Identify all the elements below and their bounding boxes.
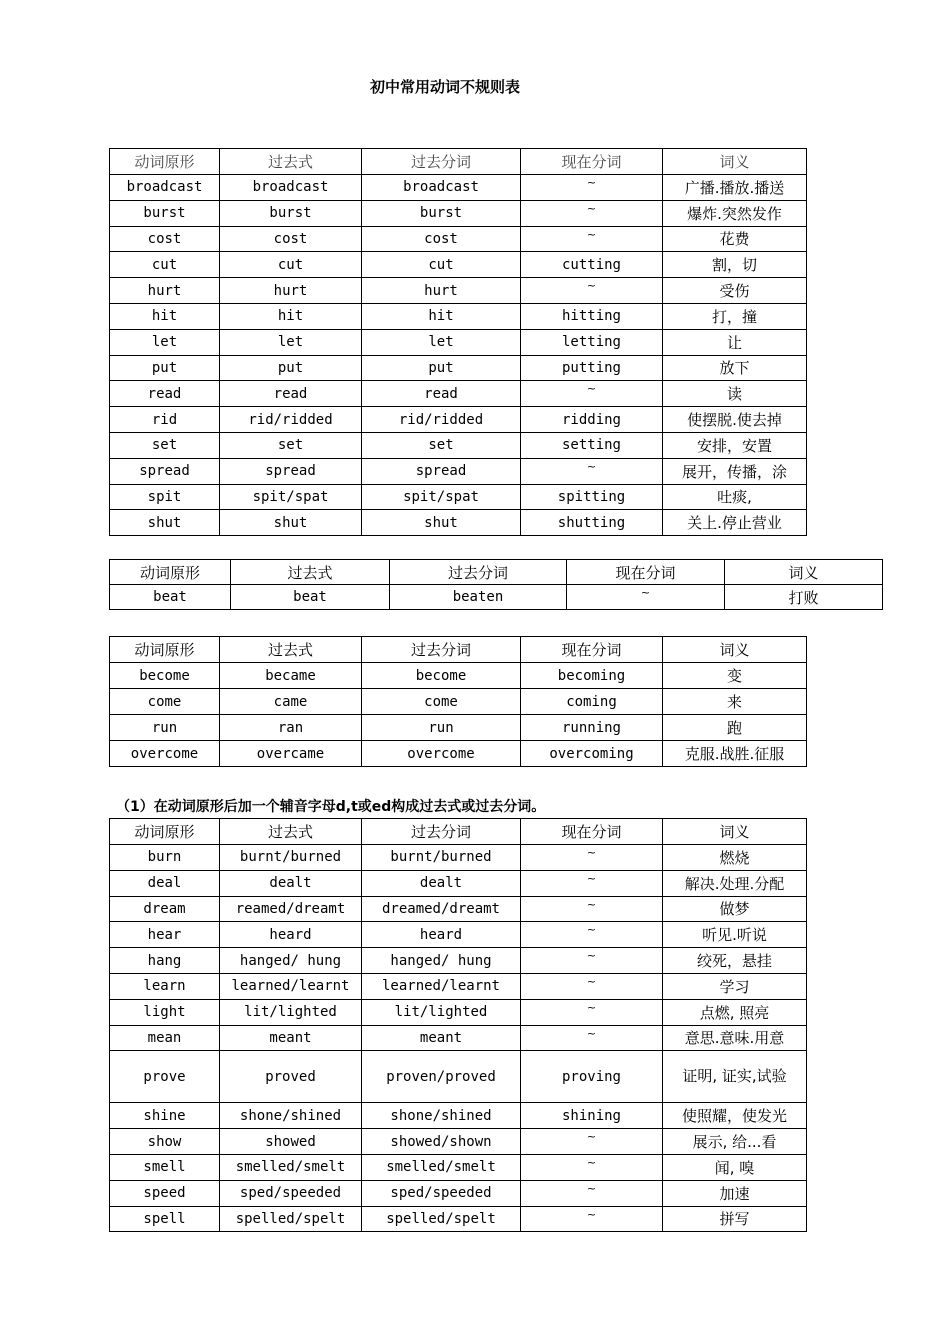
table-row [110, 329, 807, 355]
cell-past-participle: smelled/smelt [362, 1154, 521, 1180]
cell-base-form: spit [110, 484, 220, 510]
cell-past-tense: burnt/burned [220, 845, 362, 871]
cell-present-participle: ~ [521, 999, 663, 1025]
cell-present-participle: proving [521, 1051, 663, 1103]
table-row [110, 973, 807, 999]
cell-past-participle: spit/spat [362, 484, 521, 510]
cell-meaning: 跑 [663, 715, 807, 741]
header-base-form: 动词原形 [110, 560, 231, 585]
cell-base-form: broadcast [110, 175, 220, 201]
cell-base-form: become [110, 663, 220, 689]
cell-past-participle: shone/shined [362, 1103, 521, 1129]
cell-meaning: 爆炸.突然发作 [663, 200, 807, 226]
header-meaning: 词义 [725, 560, 883, 585]
table-row [110, 922, 807, 948]
table-row [110, 200, 807, 226]
cell-meaning: 闻, 嗅 [663, 1154, 807, 1180]
table-row [110, 484, 807, 510]
cell-past-participle: burst [362, 200, 521, 226]
cell-past-participle: proven/proved [362, 1051, 521, 1103]
cell-present-participle: becoming [521, 663, 663, 689]
cell-past-tense: spread [220, 458, 362, 484]
header-past-participle: 过去分词 [362, 637, 521, 663]
table-row [110, 175, 807, 201]
cell-past-tense: lit/lighted [220, 999, 362, 1025]
cell-past-tense: shut [220, 510, 362, 536]
header-base-form: 动词原形 [110, 149, 220, 175]
cell-past-tense: let [220, 329, 362, 355]
cell-present-participle: shutting [521, 510, 663, 536]
cell-present-participle: ~ [521, 458, 663, 484]
cell-meaning: 加速 [663, 1180, 807, 1206]
cell-meaning: 使摆脱.使去掉 [663, 407, 807, 433]
cell-meaning: 安排，安置 [663, 432, 807, 458]
cell-past-tense: broadcast [220, 175, 362, 201]
cell-past-participle: heard [362, 922, 521, 948]
cell-base-form: spread [110, 458, 220, 484]
irregular-verbs-table-2 [109, 559, 883, 610]
cell-past-tense: reamed/dreamt [220, 896, 362, 922]
cell-base-form: cut [110, 252, 220, 278]
header-past-tense: 过去式 [220, 819, 362, 845]
cell-meaning: 克服.战胜.征服 [663, 741, 807, 767]
cell-present-participle: ~ [521, 948, 663, 974]
cell-present-participle: ~ [521, 845, 663, 871]
cell-past-tense: showed [220, 1129, 362, 1155]
table-row [110, 1154, 807, 1180]
cell-meaning: 使照耀，使发光 [663, 1103, 807, 1129]
cell-base-form: smell [110, 1154, 220, 1180]
cell-present-participle: spitting [521, 484, 663, 510]
header-present-participle: 现在分词 [521, 819, 663, 845]
cell-present-participle: ~ [521, 1129, 663, 1155]
header-present-participle: 现在分词 [521, 149, 663, 175]
cell-base-form: overcome [110, 741, 220, 767]
cell-past-participle: dreamed/dreamt [362, 896, 521, 922]
cell-past-participle: run [362, 715, 521, 741]
cell-past-tense: put [220, 355, 362, 381]
irregular-verbs-table-3 [109, 636, 807, 767]
cell-base-form: come [110, 689, 220, 715]
cell-present-participle: ~ [521, 1025, 663, 1051]
cell-meaning: 关上.停止营业 [663, 510, 807, 536]
cell-past-tense: hit [220, 303, 362, 329]
table-row [110, 948, 807, 974]
cell-past-tense: spelled/spelt [220, 1206, 362, 1232]
cell-base-form: dream [110, 896, 220, 922]
cell-past-participle: set [362, 432, 521, 458]
cell-base-form: rid [110, 407, 220, 433]
cell-present-participle: overcoming [521, 741, 663, 767]
cell-past-participle: overcome [362, 741, 521, 767]
cell-past-tense: proved [220, 1051, 362, 1103]
cell-base-form: light [110, 999, 220, 1025]
header-meaning: 词义 [663, 149, 807, 175]
cell-base-form: deal [110, 870, 220, 896]
header-base-form: 动词原形 [110, 637, 220, 663]
cell-past-tense: spit/spat [220, 484, 362, 510]
cell-past-tense: burst [220, 200, 362, 226]
table-row [110, 845, 807, 871]
cell-present-participle: ~ [521, 200, 663, 226]
cell-present-participle: shining [521, 1103, 663, 1129]
table-row [110, 1129, 807, 1155]
table-row [110, 1025, 807, 1051]
header-meaning: 词义 [663, 819, 807, 845]
table-row [110, 663, 807, 689]
cell-past-tense: smelled/smelt [220, 1154, 362, 1180]
header-past-tense: 过去式 [220, 149, 362, 175]
cell-base-form: run [110, 715, 220, 741]
cell-present-participle: ~ [567, 585, 725, 610]
header-past-participle: 过去分词 [362, 149, 521, 175]
page-title: 初中常用动词不规则表 [369, 78, 520, 96]
table-row [110, 585, 883, 610]
cell-past-tense: became [220, 663, 362, 689]
cell-past-tense: sped/speeded [220, 1180, 362, 1206]
cell-past-participle: become [362, 663, 521, 689]
cell-present-participle: ridding [521, 407, 663, 433]
cell-base-form: learn [110, 973, 220, 999]
cell-past-tense: cut [220, 252, 362, 278]
header-meaning: 词义 [663, 637, 807, 663]
header-past-tense: 过去式 [231, 560, 390, 585]
cell-base-form: hit [110, 303, 220, 329]
table-row [110, 1180, 807, 1206]
table-row [110, 226, 807, 252]
table-row [110, 303, 807, 329]
cell-meaning: 解决.处理.分配 [663, 870, 807, 896]
cell-past-participle: hurt [362, 278, 521, 304]
cell-past-tense: cost [220, 226, 362, 252]
cell-base-form: hang [110, 948, 220, 974]
cell-present-participle: ~ [521, 870, 663, 896]
cell-meaning: 绞死，悬挂 [663, 948, 807, 974]
cell-meaning: 花费 [663, 226, 807, 252]
section-note: （1）在动词原形后加一个辅音字母d,t或ed构成过去式或过去分词。 [116, 799, 546, 815]
table-row [110, 999, 807, 1025]
cell-meaning: 让 [663, 329, 807, 355]
cell-base-form: put [110, 355, 220, 381]
cell-base-form: beat [110, 585, 231, 610]
cell-past-tense: overcame [220, 741, 362, 767]
cell-base-form: show [110, 1129, 220, 1155]
cell-present-participle: setting [521, 432, 663, 458]
cell-present-participle: ~ [521, 175, 663, 201]
cell-past-tense: meant [220, 1025, 362, 1051]
cell-past-participle: beaten [390, 585, 567, 610]
cell-present-participle: ~ [521, 1154, 663, 1180]
table-row [110, 510, 807, 536]
cell-base-form: shut [110, 510, 220, 536]
table-row [110, 252, 807, 278]
cell-meaning: 广播.播放.播送 [663, 175, 807, 201]
cell-past-participle: let [362, 329, 521, 355]
header-row [110, 819, 807, 845]
cell-past-participle: cost [362, 226, 521, 252]
cell-past-participle: hanged/ hung [362, 948, 521, 974]
table-row [110, 1103, 807, 1129]
cell-meaning: 意思.意味.用意 [663, 1025, 807, 1051]
table-row [110, 278, 807, 304]
table-row [110, 381, 807, 407]
header-present-participle: 现在分词 [567, 560, 725, 585]
cell-meaning: 展开，传播，涂 [663, 458, 807, 484]
cell-past-participle: burnt/burned [362, 845, 521, 871]
cell-meaning: 燃烧 [663, 845, 807, 871]
cell-past-participle: showed/shown [362, 1129, 521, 1155]
cell-base-form: read [110, 381, 220, 407]
cell-base-form: shine [110, 1103, 220, 1129]
cell-present-participle: hitting [521, 303, 663, 329]
cell-past-tense: rid/ridded [220, 407, 362, 433]
cell-base-form: prove [110, 1051, 220, 1103]
cell-present-participle: ~ [521, 973, 663, 999]
cell-past-participle: shut [362, 510, 521, 536]
cell-base-form: hear [110, 922, 220, 948]
table-row [110, 741, 807, 767]
cell-past-participle: cut [362, 252, 521, 278]
cell-past-tense: shone/shined [220, 1103, 362, 1129]
cell-present-participle: cutting [521, 252, 663, 278]
cell-meaning: 点燃, 照亮 [663, 999, 807, 1025]
cell-past-participle: read [362, 381, 521, 407]
cell-past-participle: meant [362, 1025, 521, 1051]
cell-past-participle: lit/lighted [362, 999, 521, 1025]
header-row [110, 149, 807, 175]
cell-meaning: 做梦 [663, 896, 807, 922]
cell-meaning: 割，切 [663, 252, 807, 278]
cell-base-form: cost [110, 226, 220, 252]
cell-present-participle: ~ [521, 1206, 663, 1232]
cell-base-form: speed [110, 1180, 220, 1206]
cell-past-tense: heard [220, 922, 362, 948]
table-row [110, 458, 807, 484]
header-row [110, 637, 807, 663]
cell-past-tense: hurt [220, 278, 362, 304]
cell-past-tense: dealt [220, 870, 362, 896]
cell-present-participle: running [521, 715, 663, 741]
cell-meaning: 读 [663, 381, 807, 407]
cell-base-form: burn [110, 845, 220, 871]
table-row [110, 355, 807, 381]
cell-meaning: 打败 [725, 585, 883, 610]
table-row [110, 407, 807, 433]
cell-base-form: mean [110, 1025, 220, 1051]
cell-past-participle: sped/speeded [362, 1180, 521, 1206]
irregular-verbs-table-4 [109, 818, 807, 1232]
cell-base-form: burst [110, 200, 220, 226]
cell-past-participle: spelled/spelt [362, 1206, 521, 1232]
cell-present-participle: ~ [521, 922, 663, 948]
cell-past-tense: came [220, 689, 362, 715]
cell-past-tense: read [220, 381, 362, 407]
cell-past-participle: broadcast [362, 175, 521, 201]
header-past-participle: 过去分词 [390, 560, 567, 585]
cell-past-tense: set [220, 432, 362, 458]
cell-base-form: hurt [110, 278, 220, 304]
header-base-form: 动词原形 [110, 819, 220, 845]
cell-meaning: 听见.听说 [663, 922, 807, 948]
cell-present-participle: ~ [521, 381, 663, 407]
table-row [110, 689, 807, 715]
cell-present-participle: ~ [521, 226, 663, 252]
table-row [110, 896, 807, 922]
cell-past-tense: learned/learnt [220, 973, 362, 999]
cell-meaning: 证明, 证实,试验 [663, 1051, 807, 1103]
cell-present-participle: putting [521, 355, 663, 381]
cell-past-tense: hanged/ hung [220, 948, 362, 974]
cell-meaning: 展示, 给...看 [663, 1129, 807, 1155]
cell-past-participle: rid/ridded [362, 407, 521, 433]
header-past-tense: 过去式 [220, 637, 362, 663]
cell-base-form: set [110, 432, 220, 458]
cell-past-participle: come [362, 689, 521, 715]
cell-meaning: 来 [663, 689, 807, 715]
cell-meaning: 吐痰, [663, 484, 807, 510]
header-row [110, 560, 883, 585]
cell-past-participle: dealt [362, 870, 521, 896]
table-row [110, 432, 807, 458]
table-row [110, 870, 807, 896]
irregular-verbs-table-1 [109, 148, 807, 536]
cell-meaning: 学习 [663, 973, 807, 999]
cell-present-participle: letting [521, 329, 663, 355]
cell-meaning: 变 [663, 663, 807, 689]
table-row [110, 1206, 807, 1232]
table-row [110, 715, 807, 741]
cell-meaning: 打，撞 [663, 303, 807, 329]
cell-past-participle: put [362, 355, 521, 381]
cell-past-tense: ran [220, 715, 362, 741]
cell-base-form: let [110, 329, 220, 355]
cell-present-participle: ~ [521, 1180, 663, 1206]
cell-past-participle: spread [362, 458, 521, 484]
cell-meaning: 受伤 [663, 278, 807, 304]
cell-present-participle: coming [521, 689, 663, 715]
cell-past-participle: hit [362, 303, 521, 329]
cell-present-participle: ~ [521, 896, 663, 922]
cell-past-participle: learned/learnt [362, 973, 521, 999]
cell-past-tense: beat [231, 585, 390, 610]
table-row [110, 1051, 807, 1103]
header-past-participle: 过去分词 [362, 819, 521, 845]
cell-base-form: spell [110, 1206, 220, 1232]
cell-meaning: 放下 [663, 355, 807, 381]
cell-present-participle: ~ [521, 278, 663, 304]
header-present-participle: 现在分词 [521, 637, 663, 663]
cell-meaning: 拼写 [663, 1206, 807, 1232]
